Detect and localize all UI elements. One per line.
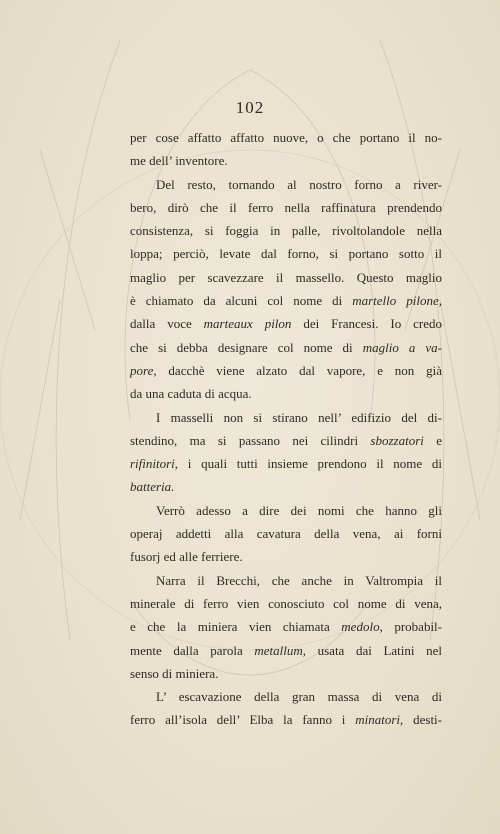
text-line: pore, dacchè viene alzato dal vapore, e non già xyxy=(130,362,442,378)
paragraph-start-line: L’ escavazione della gran massa di vena di xyxy=(156,689,442,705)
text-line: maglio per scavezzare il massello. Questo maglio xyxy=(130,269,442,285)
paragraph-start-line: Verrò adesso a dire dei nomi che hanno gli xyxy=(156,502,442,518)
paragraph-start-line: Del resto, tornando al nostro forno a river- xyxy=(156,176,442,192)
text-line: fusorj ed alle ferriere. xyxy=(130,549,243,565)
text-line: loppa; perciò, levate dal forno, si portano sotto il xyxy=(130,246,442,262)
text-line: rifinitori, i quali tutti insieme prendono il nome di xyxy=(130,456,442,472)
text-line: mente dalla parola metallum, usata dai Latini nel xyxy=(130,642,442,658)
text-line: ferro all’isola dell’ Elba la fanno i minatori, desti- xyxy=(130,712,442,728)
text-line: è chiamato da alcuni col nome di martello pilone, xyxy=(130,293,442,309)
text-line: operaj addetti alla cavatura della vena, ai forni xyxy=(130,526,442,542)
text-line: che si debba designare col nome di maglio a va- xyxy=(130,339,443,355)
text-line: batteria. xyxy=(130,479,175,495)
text-line: dalla voce marteaux pilon dei Francesi. Io credo xyxy=(130,316,442,332)
text-line: me dell’ inventore. xyxy=(130,153,228,169)
text-line: bero, dirò che il ferro nella raffinatura prendendo xyxy=(130,199,442,215)
text-line: da una caduta di acqua. xyxy=(130,386,252,402)
body-text xyxy=(130,126,442,732)
text-line: senso di miniera. xyxy=(130,665,219,681)
text-line: per cose affatto affatto nuove, o che portano il no- xyxy=(130,130,442,145)
text-line: consistenza, si foggia in palle, rivoltolandole nella xyxy=(130,223,442,239)
page-number: 102 xyxy=(235,98,265,117)
text-line: e che la miniera vien chiamata medolo, probabil- xyxy=(130,619,442,635)
paragraph-start-line: Narra il Brecchi, che anche in Valtrompia il xyxy=(156,572,442,588)
paragraph-start-line: I masselli non si stirano nell’ edifizio del di- xyxy=(156,409,442,425)
text-line: stendino, ma si passano nei cilindri sbozzatori e xyxy=(130,432,442,448)
text-line: minerale di ferro vien conosciuto col nome di vena, xyxy=(130,595,442,611)
